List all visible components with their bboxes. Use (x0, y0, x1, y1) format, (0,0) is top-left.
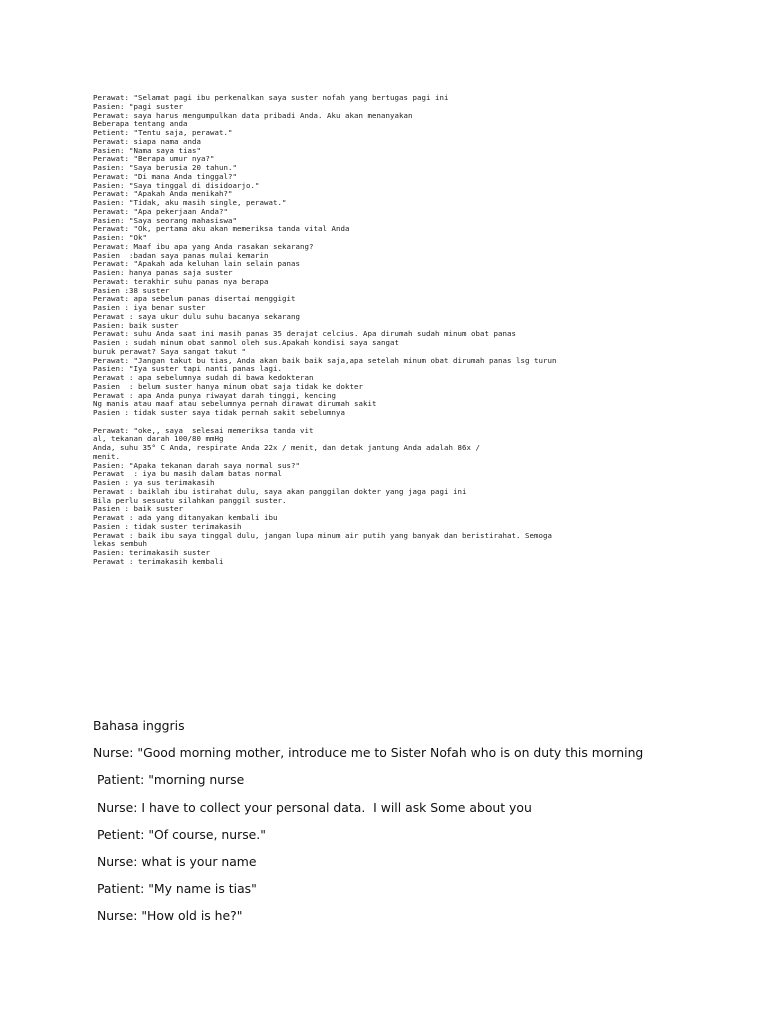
dialog-line: Perawat : baiklah ibu istirahat dulu, saya akan panggilan dokter yang jaga pagi ini (93, 486, 467, 496)
dialog-line: Perawat : terimakasih kembali (93, 556, 224, 566)
dialog-line: al, tekanan darah 100/80 mmHg (93, 434, 224, 444)
dialog-line: Perawat : apa sebelumnya sudah di bawa kedokteran (93, 373, 314, 382)
dialog-line: Pasien: "Saya tinggal di disidoarjo." (93, 180, 260, 190)
english-dialog-line: Nurse: I have to collect your personal data. I will ask Some about you (93, 799, 532, 815)
dialog-line: Perawat: "Berapa umur nya?" (93, 154, 215, 164)
dialog-line: Pasien: terimakasih suster (93, 548, 210, 557)
dialog-line: Pasien : tidak suster terimakasih (93, 521, 242, 531)
dialog-line: buruk perawat? Saya sangat takut " (93, 346, 246, 356)
dialog-line: Perawat: "Jangan takut bu tias, Anda akan baik baik saja,apa setelah minum obat dirumah panas lsg turun (93, 355, 557, 365)
dialog-line: Anda, suhu 35° C Anda, respirate Anda 22x / menit, dan detak jantung Anda adalah 86x / (93, 443, 480, 452)
dialog-line: Perawat: "Apa pekerjaan Anda?" (93, 206, 228, 216)
dialog-line: Perawat : baik ibu saya tinggal dulu, jangan lupa minum air putih yang banyak dan beristirahat. Semoga (93, 530, 552, 540)
dialog-line: Bila perlu sesuatu silahkan panggil suster. (93, 495, 287, 505)
dialog-line: Perawat: apa sebelum panas disertai menggigit (93, 294, 296, 304)
dialog-line: Pasien : sudah minum obat sanmol oleh sus.Apakah kondisi saya sangat (93, 338, 399, 347)
dialog-line: lekas sembuh (93, 539, 147, 549)
dialog-line: Pasien: "Tidak, aku masih single, perawat." (93, 198, 287, 207)
indonesian-dialog (93, 94, 693, 567)
dialog-line: Pasien: "Apaka tekanan darah saya normal sus?" (93, 460, 300, 470)
dialog-line: Perawat: "Selamat pagi ibu perkenalkan saya suster nofah yang bertugas pagi ini (93, 93, 449, 102)
dialog-line: Perawat: "Apakah Anda menikah?" (93, 189, 233, 199)
dialog-line: Perawat: Maaf ibu apa yang Anda rasakan sekarang? (93, 241, 314, 251)
dialog-line: Pasien: "Nama saya tias" (93, 145, 201, 155)
english-dialog-line: Nurse: "Good morning mother, introduce me to Sister Nofah who is on duty this morning (93, 745, 644, 761)
english-dialog-line: Nurse: what is your name (93, 853, 257, 869)
dialog-line: Pasien : tidak suster saya tidak pernah sakit sebelumnya (93, 408, 345, 417)
dialog-line: Pasien: "Saya seorang mahasiswa" (93, 215, 237, 225)
dialog-line: Perawat: saya harus mengumpulkan data pribadi Anda. Aku akan menanyakan (93, 110, 413, 120)
dialog-line: Perawat: suhu Anda saat ini masih panas 35 derajat celcius. Apa dirumah sudah minum obat panas (93, 329, 516, 339)
dialog-line: Pasien : iya benar suster (93, 303, 206, 312)
english-dialog-line: Nurse: "How old is he?" (93, 908, 243, 924)
english-dialog-line: Patient: "morning nurse (93, 772, 245, 788)
dialog-line: Pasien : belum suster hanya minum obat saja tidak ke dokter (93, 381, 363, 391)
dialog-line: Perawat: "Ok, pertama aku akan memeriksa tanda vital Anda (93, 224, 350, 234)
dialog-line: Perawat: "Di mana Anda tinggal?" (93, 171, 237, 181)
dialog-line: Pasien :38 suster (93, 285, 170, 295)
dialog-line: Pasien: "Saya berusia 20 tahun." (93, 163, 237, 172)
dialog-line: Perawat : iya bu masih dalam batas normal (93, 469, 282, 479)
dialog-line: Ng manis atau maaf atau sebelumnya pernah dirawat dirumah sakit (93, 399, 377, 409)
dialog-line: Perawat: siapa nama anda (93, 136, 201, 146)
dialog-line: Petient: "Tentu saja, perawat." (93, 128, 233, 137)
dialog-line: Perawat : apa Anda punya riwayat darah tinggi, kencing (93, 390, 336, 400)
dialog-line: Pasien :badan saya panas mulai kemarin (93, 250, 269, 260)
english-section (93, 712, 733, 930)
english-heading: Bahasa inggris (93, 718, 185, 733)
dialog-line: Pasien : baik suster (93, 504, 183, 514)
dialog-line: Pasien: "Iya suster tapi nanti panas lagi. (93, 364, 282, 374)
dialog-line: Pasien : ya sus terimakasih (93, 478, 215, 487)
dialog-line: Pasien: "pagi suster (93, 101, 183, 111)
dialog-line: Pasien: "Ok" (93, 233, 147, 242)
english-dialog-line: Petient: "Of course, nurse." (93, 826, 266, 842)
dialog-line: Pasien: hanya panas saja suster (93, 268, 233, 277)
dialog-line: Perawat: "oke,, saya selesai memeriksa tanda vit (93, 425, 314, 435)
dialog-line: Pasien: baik suster (93, 320, 179, 330)
dialog-line: Beberapa tentang anda (93, 119, 188, 129)
english-dialog-line: Patient: "My name is tias" (93, 881, 257, 897)
dialog-line: Perawat : ada yang ditanyakan kembali ibu (93, 513, 278, 522)
dialog-line: menit. (93, 451, 120, 461)
dialog-line: Perawat : saya ukur dulu suhu bacanya sekarang (93, 311, 300, 321)
dialog-line: Perawat: "Apakah ada keluhan lain selain panas (93, 259, 300, 269)
dialog-line: Perawat: terakhir suhu panas nya berapa (93, 276, 269, 286)
